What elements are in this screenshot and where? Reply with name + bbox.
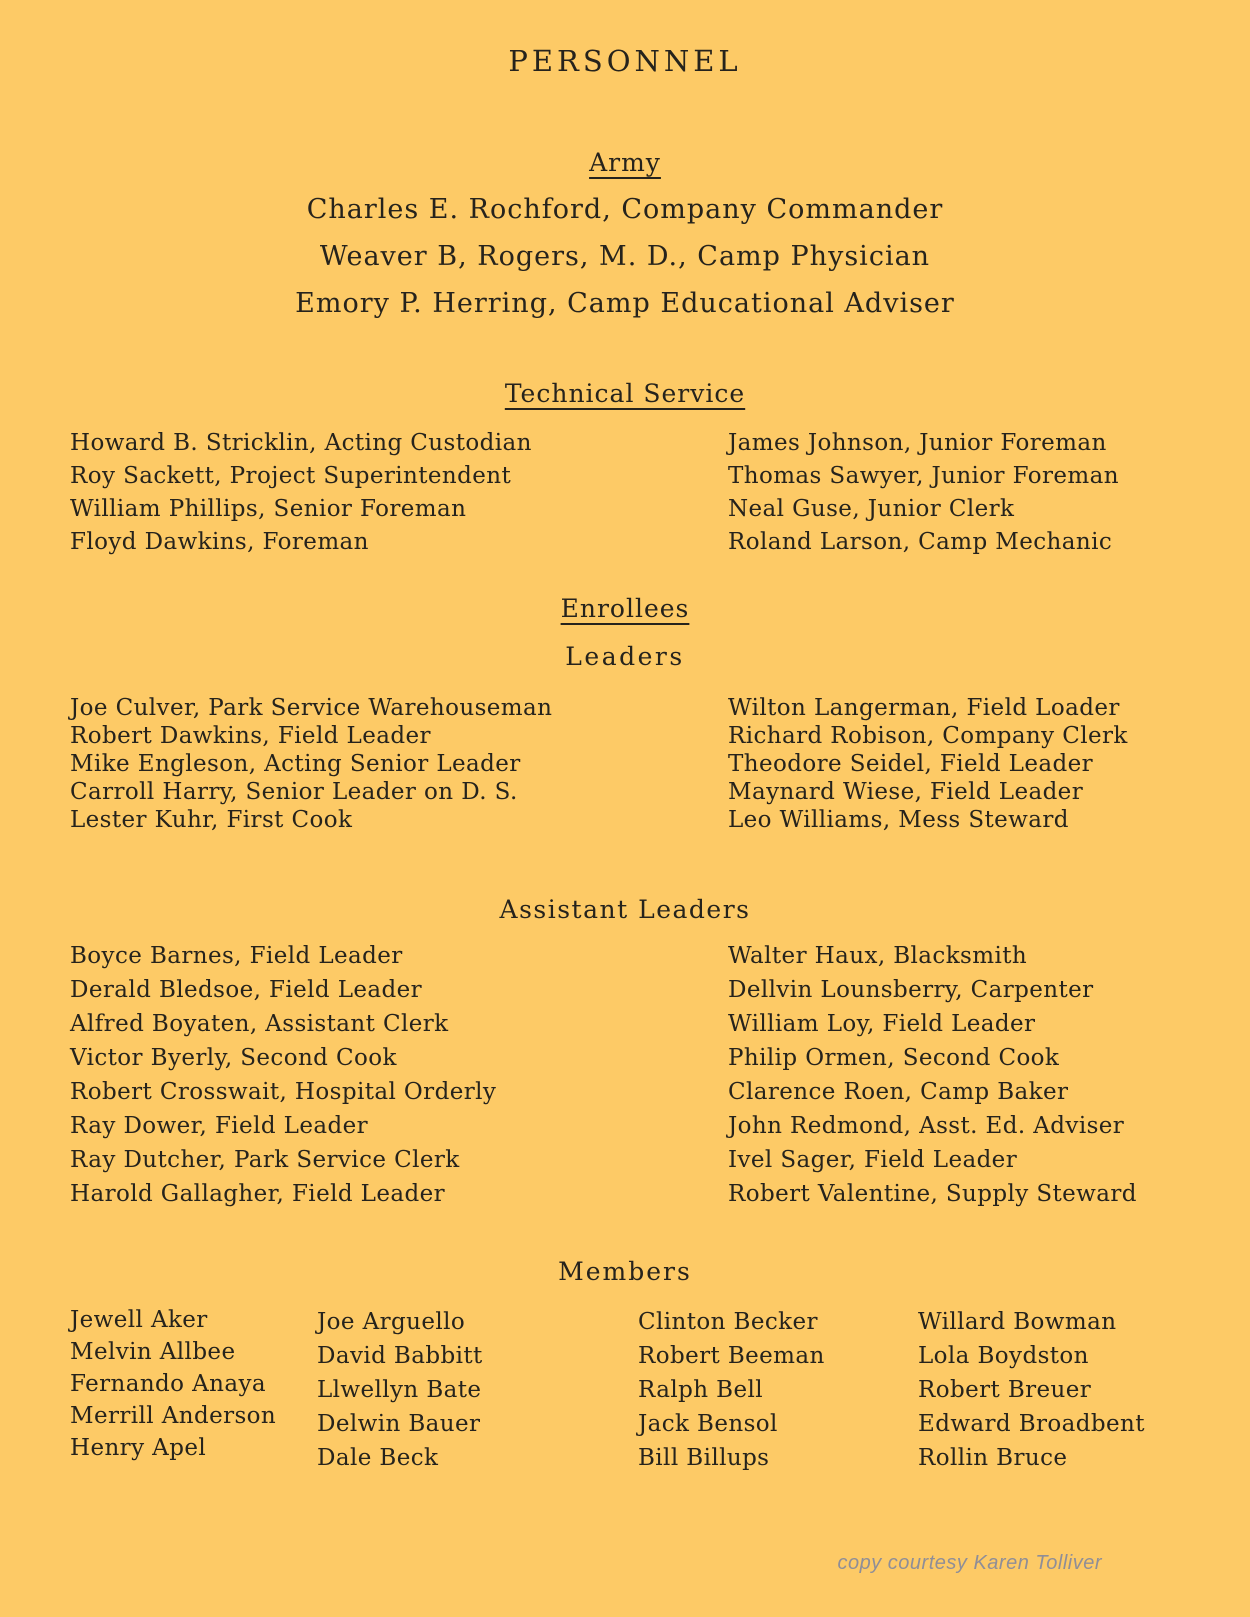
list-item: Leo Williams, Mess Steward <box>728 807 1069 833</box>
list-item: Ray Dutcher, Park Service Clerk <box>70 1147 460 1173</box>
members-column-4 <box>918 1305 1145 1475</box>
list-item: Clinton Becker <box>638 1309 818 1335</box>
page-title: PERSONNEL <box>508 44 742 78</box>
section-heading-army: Army <box>589 148 661 177</box>
list-item: Emory P. Herring, Camp Educational Adviser <box>295 288 955 319</box>
list-item: Maynard Wiese, Field Leader <box>728 779 1084 805</box>
credit-note: copy courtesy Karen Tolliver <box>837 1552 1102 1574</box>
list-item: Delwin Bauer <box>317 1411 481 1437</box>
list-item: Ray Dower, Field Leader <box>70 1113 368 1139</box>
list-item: Henry Apel <box>70 1435 207 1461</box>
list-item: Carroll Harry, Senior Leader on D. S. <box>70 779 518 805</box>
list-item: Merrill Anderson <box>70 1403 277 1429</box>
list-item: Floyd Dawkins, Foreman <box>70 529 369 555</box>
list-item: Neal Guse, Junior Clerk <box>728 496 1015 522</box>
list-item: Jack Bensol <box>638 1411 778 1437</box>
list-item: Weaver B, Rogers, M. D., Camp Physician <box>319 241 931 272</box>
list-item: Lester Kuhr, First Cook <box>70 807 353 833</box>
list-item: Robert Breuer <box>918 1377 1092 1403</box>
list-item: Joe Arguello <box>317 1309 466 1335</box>
list-item: Llwellyn Bate <box>317 1377 482 1403</box>
army-entries-list <box>0 186 1250 327</box>
section-heading-enrollees: Enrollees <box>560 594 690 623</box>
list-item: William Phillips, Senior Foreman <box>70 496 467 522</box>
technical-service-left-column <box>70 427 532 559</box>
list-item: Robert Dawkins, Field Leader <box>70 723 431 749</box>
list-item: Roland Larson, Camp Mechanic <box>728 529 1113 555</box>
list-item: Richard Robison, Company Clerk <box>728 723 1128 749</box>
list-item: David Babbitt <box>317 1343 483 1369</box>
list-item: Harold Gallagher, Field Leader <box>70 1181 445 1207</box>
list-item: Robert Beeman <box>638 1343 825 1369</box>
list-item: Willard Bowman <box>918 1309 1117 1335</box>
list-item: James Johnson, Junior Foreman <box>728 430 1107 456</box>
list-item: Rollin Bruce <box>918 1445 1068 1471</box>
list-item: Ivel Sager, Field Leader <box>728 1147 1018 1173</box>
list-item: Howard B. Stricklin, Acting Custodian <box>70 430 532 456</box>
list-item: Dellvin Lounsberry, Carpenter <box>728 977 1094 1003</box>
list-item: Boyce Barnes, Field Leader <box>70 943 403 969</box>
list-item: John Redmond, Asst. Ed. Adviser <box>728 1113 1125 1139</box>
list-item: Dale Beck <box>317 1445 439 1471</box>
leaders-right-column <box>728 694 1128 834</box>
list-item: Lola Boydston <box>918 1343 1089 1369</box>
section-heading-technical-service: Technical Service <box>504 379 746 408</box>
list-item: Walter Haux, Blacksmith <box>728 943 1028 969</box>
list-item: Joe Culver, Park Service Warehouseman <box>70 695 553 721</box>
list-item: Victor Byerly, Second Cook <box>70 1045 397 1071</box>
list-item: Derald Bledsoe, Field Leader <box>70 977 423 1003</box>
list-item: Roy Sackett, Project Superintendent <box>70 463 512 489</box>
list-item: Fernando Anaya <box>70 1371 266 1397</box>
technical-service-right-column <box>728 427 1119 559</box>
list-item: Clarence Roen, Camp Baker <box>728 1079 1069 1105</box>
assistant-leaders-left-column <box>70 939 496 1211</box>
subsection-heading-members: Members <box>558 1257 692 1286</box>
list-item: Wilton Langerman, Field Loader <box>728 695 1120 721</box>
leaders-left-column <box>70 694 552 834</box>
members-column-1 <box>70 1304 276 1464</box>
subsection-heading-assistant-leaders: Assistant Leaders <box>499 895 751 924</box>
list-item: Jewell Aker <box>70 1307 208 1333</box>
assistant-leaders-right-column <box>728 939 1137 1211</box>
members-column-2 <box>317 1305 483 1475</box>
list-item: Melvin Allbee <box>70 1339 236 1365</box>
list-item: Ralph Bell <box>638 1377 763 1403</box>
list-item: Alfred Boyaten, Assistant Clerk <box>70 1011 449 1037</box>
list-item: Robert Crosswait, Hospital Orderly <box>70 1079 497 1105</box>
list-item: Edward Broadbent <box>918 1411 1145 1437</box>
members-column-3 <box>638 1305 825 1475</box>
list-item: William Loy, Field Leader <box>728 1011 1036 1037</box>
list-item: Thomas Sawyer, Junior Foreman <box>728 463 1119 489</box>
list-item: Charles E. Rochford, Company Commander <box>306 194 944 225</box>
list-item: Mike Engleson, Acting Senior Leader <box>70 751 521 777</box>
list-item: Bill Billups <box>638 1445 770 1471</box>
list-item: Robert Valentine, Supply Steward <box>728 1181 1137 1207</box>
list-item: Theodore Seidel, Field Leader <box>728 751 1093 777</box>
list-item: Philip Ormen, Second Cook <box>728 1045 1060 1071</box>
subsection-heading-leaders: Leaders <box>565 642 685 671</box>
